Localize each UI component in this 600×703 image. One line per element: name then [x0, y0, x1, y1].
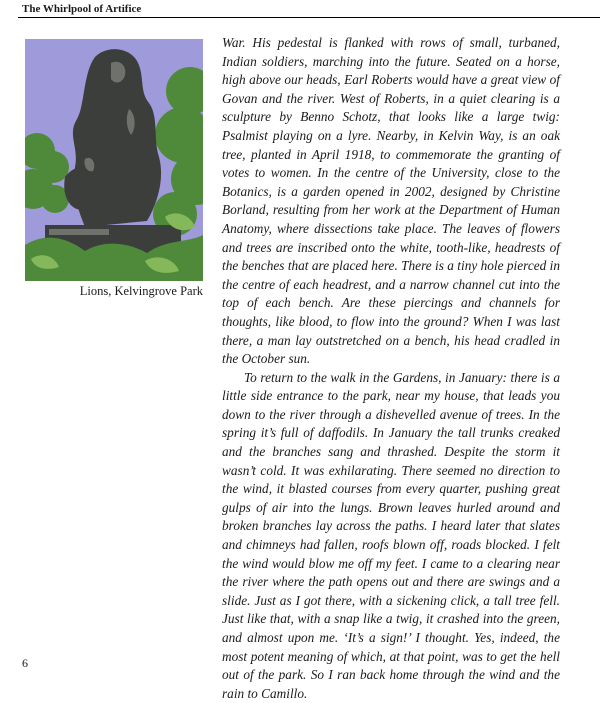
header-rule [18, 17, 600, 18]
paragraph-2: To return to the walk in the Gardens, in January: there is a little side entrance to the park, near my house, that leads you down to the river through a dishevelled avenue of trees. In the spring it’s full of daffodils. In January the tall trunks creaked and the branches sang and thrashed. Despite the storm it wasn’t cold. It was exhilarating. There seemed no direction to the wind, it blasted courses from every quarter, pushing great gulps of air into the lungs. Brown leaves hurled around and broken branches lay across the paths. I heard later that slates and chimneys had fallen, roofs blown off, roads blocked. I felt the wind would blow me off my feet. I came to a clearing near the river where the path opens out and there are swings and a slide. Just as I got there, with a sickening click, a tall tree fell. Just like that, with a snap like a twig, it crashed into the green, and almost upon me. ‘It’s a sign!’ I thought. Yes, indeed, the most potent meaning of which, at that point, was to get the hell out of the park. So I ran back home through the wind and the rain to Camillo. [222, 369, 560, 701]
running-title: The Whirlpool of Artifice [22, 3, 142, 15]
body-text [222, 34, 560, 703]
lion-sculpture-photo [25, 39, 203, 281]
paragraph-1: War. His pedestal is flanked with rows of small, turbaned, Indian soldiers, marching into the future. Seated on a horse, high above our heads, Earl Roberts would have a great view of Govan and the river. West of Roberts, in a quiet clearing is a sculpture by Benno Schotz, that looks like a large twig: Psalmist playing on a lyre. Nearby, in Kelvin Way, is an oak tree, planted in April 1918, to commemorate the granting of votes to women. In the centre of the University, close to the Botanics, is a garden opened in 2002, designed by Christine Borland, resulting from her work at the Department of Human Anatomy, where dissections take place. The leaves of flowers and trees are inscribed onto the white, tooth-like, headrests of the benches that are placed here. There is a tiny hole pierced in the centre of each headrest, and a narrow channel cut into the top of each bench. Are these piercings and channels for thoughts, like blood, to flow into the ground? When I was last there, a man lay outstretched on a bench, his head cradled in the October sun. [222, 35, 560, 367]
page-number: 6 [22, 656, 28, 670]
lion-sculpture-image [25, 39, 203, 281]
figure-caption: Lions, Kelvingrove Park [79, 284, 203, 298]
